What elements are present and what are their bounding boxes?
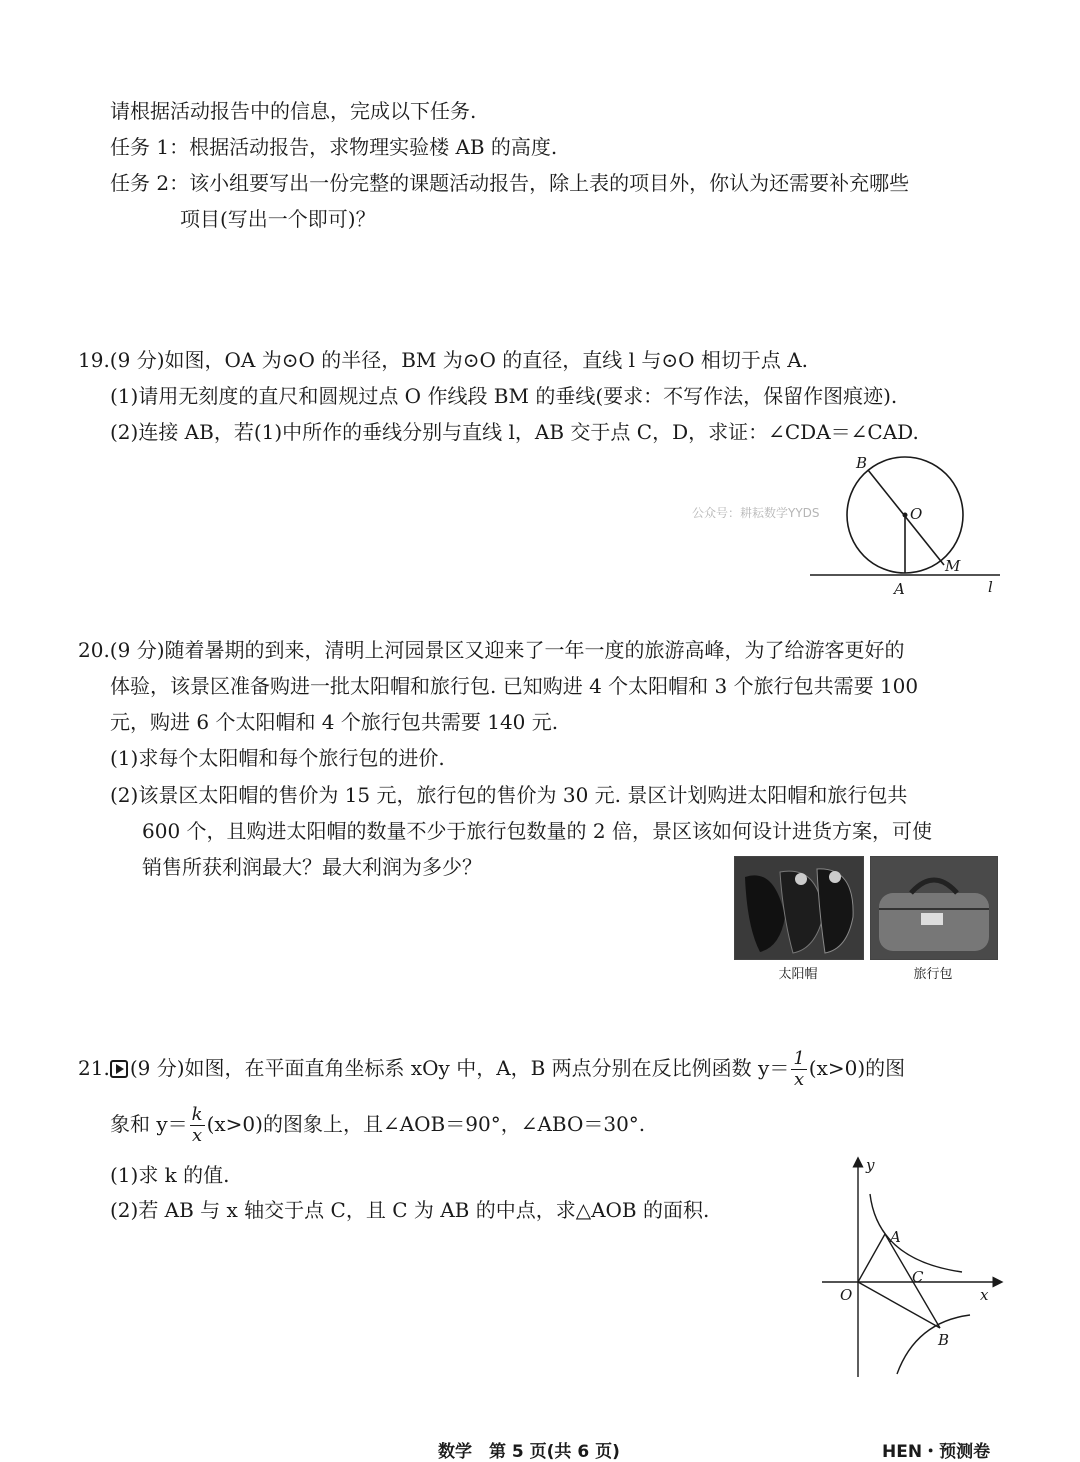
label-a: A xyxy=(890,1228,901,1246)
play-video-icon[interactable] xyxy=(110,1060,128,1078)
travel-bag-photo xyxy=(870,856,998,960)
q21-condition: (x>0)的图 xyxy=(808,1056,906,1080)
sun-hat-image xyxy=(735,857,863,959)
fraction-numerator: k xyxy=(191,1104,203,1125)
page-footer-right: HEN・预测卷 xyxy=(882,1442,991,1462)
q19-circle-figure xyxy=(800,448,1010,603)
label-a: A xyxy=(894,580,905,598)
label-y: y xyxy=(866,1156,875,1174)
fraction-k-over-x xyxy=(190,1105,205,1146)
q21-part1: (1)求 k 的值. xyxy=(110,1163,230,1187)
segment-ob xyxy=(858,1282,940,1328)
q20-line2: 体验，该景区准备购进一批太阳帽和旅行包. 已知购进 4 个太阳帽和 3 个旅行包共需要 100 xyxy=(110,674,919,698)
label-o: O xyxy=(910,505,923,523)
label-x: x xyxy=(980,1286,989,1304)
label-b: B xyxy=(938,1331,950,1349)
q19-stem: 19.(9 分)如图，OA 为⊙O 的半径，BM 为⊙O 的直径，直线 l 与⊙O 相切于点 A. xyxy=(78,348,809,372)
label-l: l xyxy=(988,578,993,596)
intro-line: 请根据活动报告中的信息，完成以下任务. xyxy=(110,99,477,123)
travel-bag-image xyxy=(871,857,997,959)
task-2: 任务 2：该小组要写出一份完整的课题活动报告，除上表的项目外，你认为还需要补充哪些 xyxy=(110,171,910,195)
q21-line2-end: (x>0)的图象上，且∠AOB＝90°，∠ABO＝30°. xyxy=(206,1112,646,1136)
task-1: 任务 1：根据活动报告，求物理实验楼 AB 的高度. xyxy=(110,135,558,159)
fraction-numerator: 1 xyxy=(793,1048,805,1069)
q19-part1: (1)请用无刻度的直尺和圆规过点 O 作线段 BM 的垂线(要求：不写作法，保留作图痕迹). xyxy=(110,384,898,408)
fraction-1-over-x xyxy=(791,1049,806,1090)
fraction-denominator: x xyxy=(793,1069,805,1090)
q20-line3: 元，购进 6 个太阳帽和 4 个旅行包共需要 140 元. xyxy=(110,710,559,734)
segment-oa xyxy=(858,1234,885,1282)
q21-part2: (2)若 AB 与 x 轴交于点 C，且 C 为 AB 的中点，求△AOB 的面积. xyxy=(110,1198,710,1222)
q20-line1: 20.(9 分)随着暑期的到来，清明上河园景区又迎来了一年一度的旅游高峰，为了给游客更好的 xyxy=(78,638,905,662)
caption-sun-hat: 太阳帽 xyxy=(778,967,818,982)
label-b: B xyxy=(856,454,868,472)
curve-y-1-over-x xyxy=(870,1194,962,1272)
fraction-denominator: x xyxy=(192,1125,203,1146)
q19-part2: (2)连接 AB，若(1)中所作的垂线分别与直线 l，AB 交于点 C，D，求证：∠CDA＝∠CAD. xyxy=(110,420,919,444)
label-c: C xyxy=(912,1268,924,1286)
q21-line2 xyxy=(110,1102,645,1146)
q21-coordinate-figure xyxy=(812,1152,1008,1382)
q21-stem-text: (9 分)如图，在平面直角坐标系 xOy 中，A，B 两点分别在反比例函数 y＝ xyxy=(129,1056,790,1080)
page-footer-center: 数学 第 5 页(共 6 页) xyxy=(438,1442,620,1462)
q21-stem xyxy=(78,1046,905,1090)
q20-part2: (2)该景区太阳帽的售价为 15 元，旅行包的售价为 30 元. 景区计划购进太阳帽和旅行包共 xyxy=(110,783,908,807)
caption-travel-bag: 旅行包 xyxy=(913,967,953,982)
q21-number: 21. xyxy=(78,1056,110,1080)
q20-part2-line2: 600 个，且购进太阳帽的数量不少于旅行包数量的 2 倍，景区该如何设计进货方案，可使 xyxy=(142,819,932,843)
q21-line2-start: 象和 y＝ xyxy=(110,1112,188,1136)
label-m: M xyxy=(945,557,961,575)
sun-hat-photo xyxy=(734,856,864,960)
center-point xyxy=(903,513,908,518)
label-o: O xyxy=(840,1286,853,1304)
q20-part1: (1)求每个太阳帽和每个旅行包的进价. xyxy=(110,746,445,770)
diameter-bm xyxy=(868,470,944,565)
q20-part2-line3: 销售所获利润最大？最大利润为多少？ xyxy=(142,855,482,879)
task-2-continued: 项目(写出一个即可)？ xyxy=(180,207,376,231)
watermark: 公众号：耕耘数学YYDS xyxy=(692,506,820,520)
